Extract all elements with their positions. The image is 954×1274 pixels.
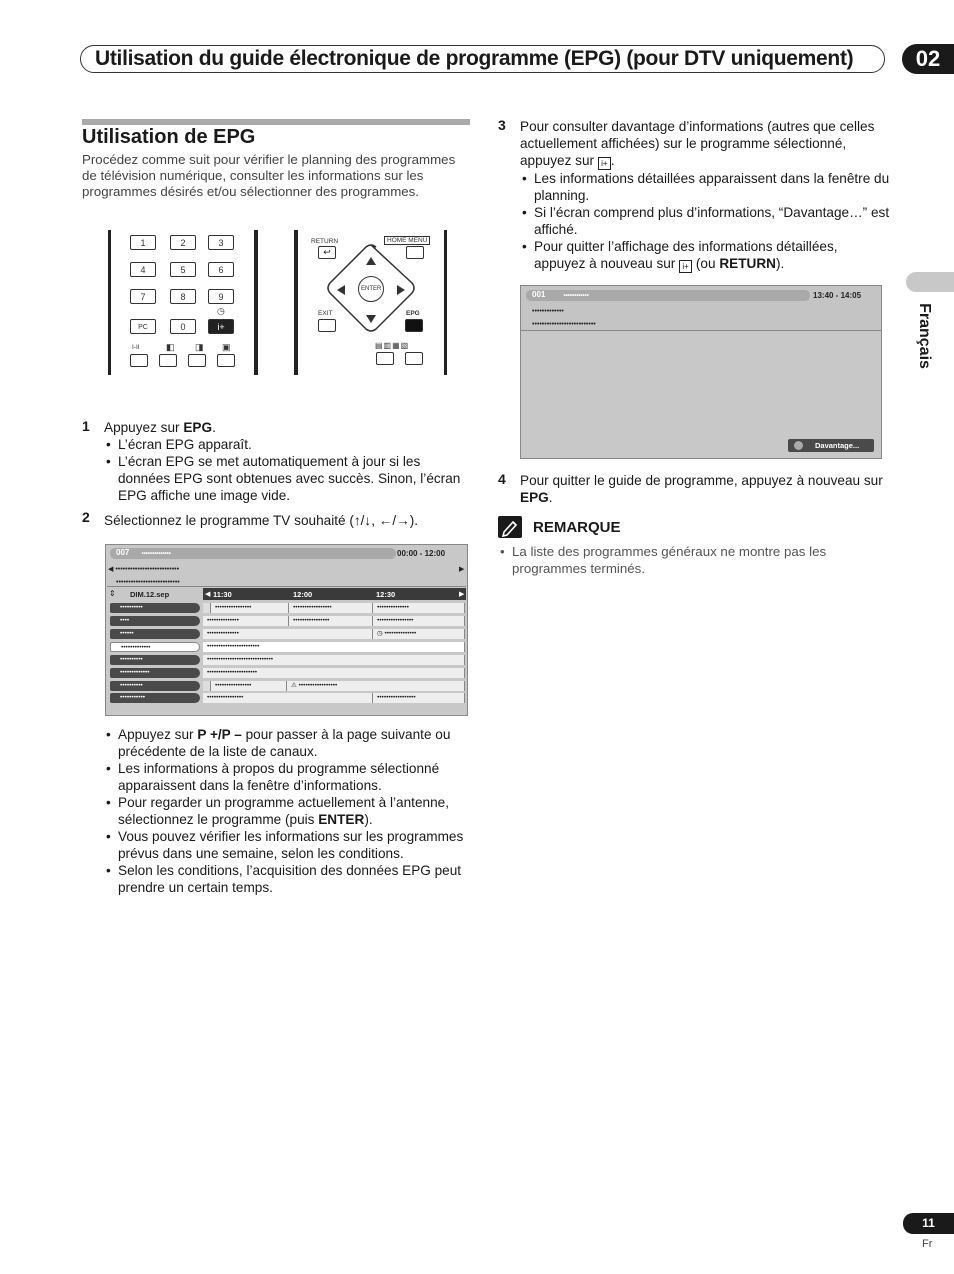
section-title: Utilisation de EPG [82, 126, 256, 148]
epg-key [405, 319, 423, 332]
remote-illustration [108, 230, 448, 375]
step-3-bullet: • Les informations détaillées apparaissent dans la fenêtre du planning. [520, 170, 890, 204]
epg-divider [107, 586, 466, 587]
epg-cell: ••••••••••••••••• [373, 693, 465, 703]
epg-date: DIM.12.sep [130, 590, 170, 599]
remote-edge-left [108, 230, 111, 375]
note-icon [498, 516, 522, 538]
epg-scroll-left-icon: ◀ [205, 591, 211, 598]
key-3: 3 [208, 235, 234, 250]
epg-cell: ••••••••••••••••••••••••••••• [203, 655, 465, 665]
return-label: RETURN [311, 238, 339, 245]
epg-slot: 12:00 [293, 590, 313, 599]
epg-channel-row: •••• [110, 616, 200, 626]
screen-icon: ▣ [222, 342, 231, 352]
info-line: ••••••••••••• [532, 308, 564, 315]
page-language: Fr [922, 1238, 933, 1250]
epg-cell: ◷ •••••••••••••• [373, 629, 465, 639]
key-6: 6 [208, 262, 234, 277]
epg-time-header [203, 588, 466, 600]
teletext-icons: ▤▥▦▧ [375, 341, 410, 350]
step-3: Pour consulter davantage d’informations (autres que celles actuellement affichées) sur le programme sélectionné, appuyez sur i+ . • Les informations détaillées apparaissent dans la fenêtre du planning. • Si l’écran comprend plus d’informations, “Davantage…” est affiché. • Pour quitter l’affichage des informations détaillées, appuyez à nouveau sur i+ (ou RETURN). [520, 118, 890, 273]
step-4: Pour quitter le guide de programme, appuyez à nouveau sur EPG. [520, 473, 883, 505]
epg-channel-strip: 007 •••••••••••••• [110, 548, 396, 559]
step-1-bullet: • L’écran EPG apparaît. [104, 436, 469, 453]
info-key-icon: i+ [208, 319, 234, 334]
epg-cell [203, 603, 211, 613]
info-button-icon: i+ [679, 260, 692, 273]
note-body [498, 543, 858, 577]
remote-key [188, 354, 206, 367]
exit-key [318, 319, 336, 332]
remote-key [217, 354, 235, 367]
step-2-bullets [104, 726, 472, 896]
epg-channel-row: ••••••••••• [110, 693, 200, 703]
return-icon: ↩ [318, 246, 336, 259]
key-9: 9 [208, 289, 234, 304]
page-title: Utilisation du guide électronique de programme (EPG) (pour DTV uniquement) [95, 47, 854, 70]
step-1-bullet: • L’écran EPG se met automatiquement à jour si les données EPG sont obtenues avec succès. Sinon, l’écran EPG affiche une image vide. [104, 453, 469, 504]
epg-cell: •••••••••••••••• [211, 681, 287, 691]
epg-channel-row: •••••••••• [110, 603, 200, 613]
step-2-bullet: • Selon les conditions, l’acquisition des données EPG peut prendre un certain temps. [104, 862, 472, 896]
epg-label: EPG [406, 310, 420, 317]
step-2: Sélectionnez le programme TV souhaité (↑/↓, ←/→). [104, 513, 419, 528]
step-number: 3 [498, 117, 506, 133]
info-line: •••••••••••••••••••••••••• [532, 321, 596, 328]
epg-info-line: •••••••••••••••••••••••••• [116, 579, 180, 586]
note-title: REMARQUE [533, 519, 621, 536]
key-2: 2 [170, 235, 196, 250]
page-number: 11 [903, 1213, 954, 1234]
epg-cell: •••••••••••••••• [203, 693, 373, 703]
step-2-bullet: • Les informations à propos du programme sélectionné apparaissent dans la fenêtre d’informations. [104, 760, 472, 794]
key-7: 7 [130, 289, 156, 304]
remote-key [159, 354, 177, 367]
epg-slot: 12:30 [376, 590, 396, 599]
key-4: 4 [130, 262, 156, 277]
step-number: 2 [82, 509, 90, 525]
epg-cell: •••••••••••••••••••••• [203, 668, 465, 678]
audio-label: I-II [132, 344, 140, 351]
epg-channel-row-selected: ••••••••••••• [110, 642, 200, 652]
epg-cell: •••••••••••••••• [211, 603, 289, 613]
epg-cell: ⚠ ••••••••••••••••• [287, 681, 465, 691]
epg-channel-row: ••••••••••••• [110, 668, 200, 678]
epg-scroll-right-icon: ▶ [459, 591, 465, 598]
note-bullet: • La liste des programmes généraux ne montre pas les programmes terminés. [498, 543, 858, 577]
epg-time-range: 00:00 - 12:00 [397, 549, 446, 558]
key-8: 8 [170, 289, 196, 304]
remote-key [405, 352, 423, 365]
epg-updown-icon: ⇕ [109, 589, 116, 598]
step-3-bullet: • Si l’écran comprend plus d’informations, “Davantage…” est affiché. [520, 204, 890, 238]
info-channel-strip: 001 •••••••••••• [526, 290, 810, 301]
half-square-icon: ◨ [195, 342, 204, 352]
language-label: Français [916, 303, 933, 369]
key-0: 0 [170, 319, 196, 334]
step-2-bullet: • Vous pouvez vérifier les informations sur les programmes prévus dans une semaine, selon les conditions. [104, 828, 472, 862]
epg-cell: •••••••••••••••• [289, 616, 373, 626]
clock-icon: ◷ [217, 306, 225, 316]
epg-channel-row: •••••• [110, 629, 200, 639]
remote-key [130, 354, 148, 367]
key-5: 5 [170, 262, 196, 277]
epg-scroll-right-icon: ▶ [459, 566, 465, 573]
epg-cell: •••••••••••••• [373, 603, 465, 613]
info-channel-number: 001 [532, 290, 546, 299]
epg-cell [203, 681, 211, 691]
step-number: 4 [498, 471, 506, 487]
remote-edge-right [444, 230, 447, 375]
epg-channel-row: •••••••••• [110, 681, 200, 691]
half-square-icon: ◧ [166, 342, 175, 352]
remote-edge [294, 230, 298, 375]
epg-cell: •••••••••••••• [203, 629, 373, 639]
info-button-icon: i+ [598, 157, 611, 170]
more-dot-icon [794, 441, 803, 450]
epg-cell: •••••••••••••••• [373, 616, 465, 626]
info-time-range: 13:40 - 14:05 [813, 291, 862, 300]
key-1: 1 [130, 235, 156, 250]
epg-channel-row: •••••••••• [110, 655, 200, 665]
home-menu-label: HOME MENU [384, 236, 430, 245]
epg-cell: •••••••••••••• [203, 616, 289, 626]
step-3-bullet: • Pour quitter l’affichage des informations détaillées, appuyez à nouveau sur i+ (ou RETURN). [520, 238, 890, 273]
key-pc: PC [130, 319, 156, 334]
chapter-badge: 02 [902, 44, 954, 74]
section-intro: Procédez comme suit pour vérifier le planning des programmes de télévision numérique, consulter les informations sur les programmes désirés et/ou sélectionner des programmes. [82, 152, 456, 199]
remote-key [376, 352, 394, 365]
exit-label: EXIT [318, 310, 333, 317]
language-tab [906, 272, 954, 292]
enter-label: ENTER [361, 286, 382, 292]
epg-info-line: ◀ •••••••••••••••••••••••••• [108, 566, 180, 573]
epg-cell-selected: ••••••••••••••••••••••• [203, 642, 465, 652]
step-2-bullet: • Pour regarder un programme actuellement à l’antenne, sélectionnez le programme (puis ENTER). [104, 794, 472, 828]
epg-channel-number: 007 [116, 548, 130, 557]
epg-slot: 11:30 [213, 590, 232, 599]
step-number: 1 [82, 418, 90, 434]
step-2-bullet: • Appuyez sur P +/P – pour passer à la page suivante ou précédente de la liste de canaux. [104, 726, 472, 760]
remote-edge [254, 230, 258, 375]
step-1: Appuyez sur EPG. • L’écran EPG apparaît. • L’écran EPG se met automatiquement à jour si les données EPG sont obtenues avec succès. Sinon, l’écran EPG affiche une image vide. [104, 419, 469, 504]
more-label: Davantage... [815, 441, 860, 450]
epg-cell: ••••••••••••••••• [289, 603, 373, 613]
section-bar [82, 119, 470, 125]
